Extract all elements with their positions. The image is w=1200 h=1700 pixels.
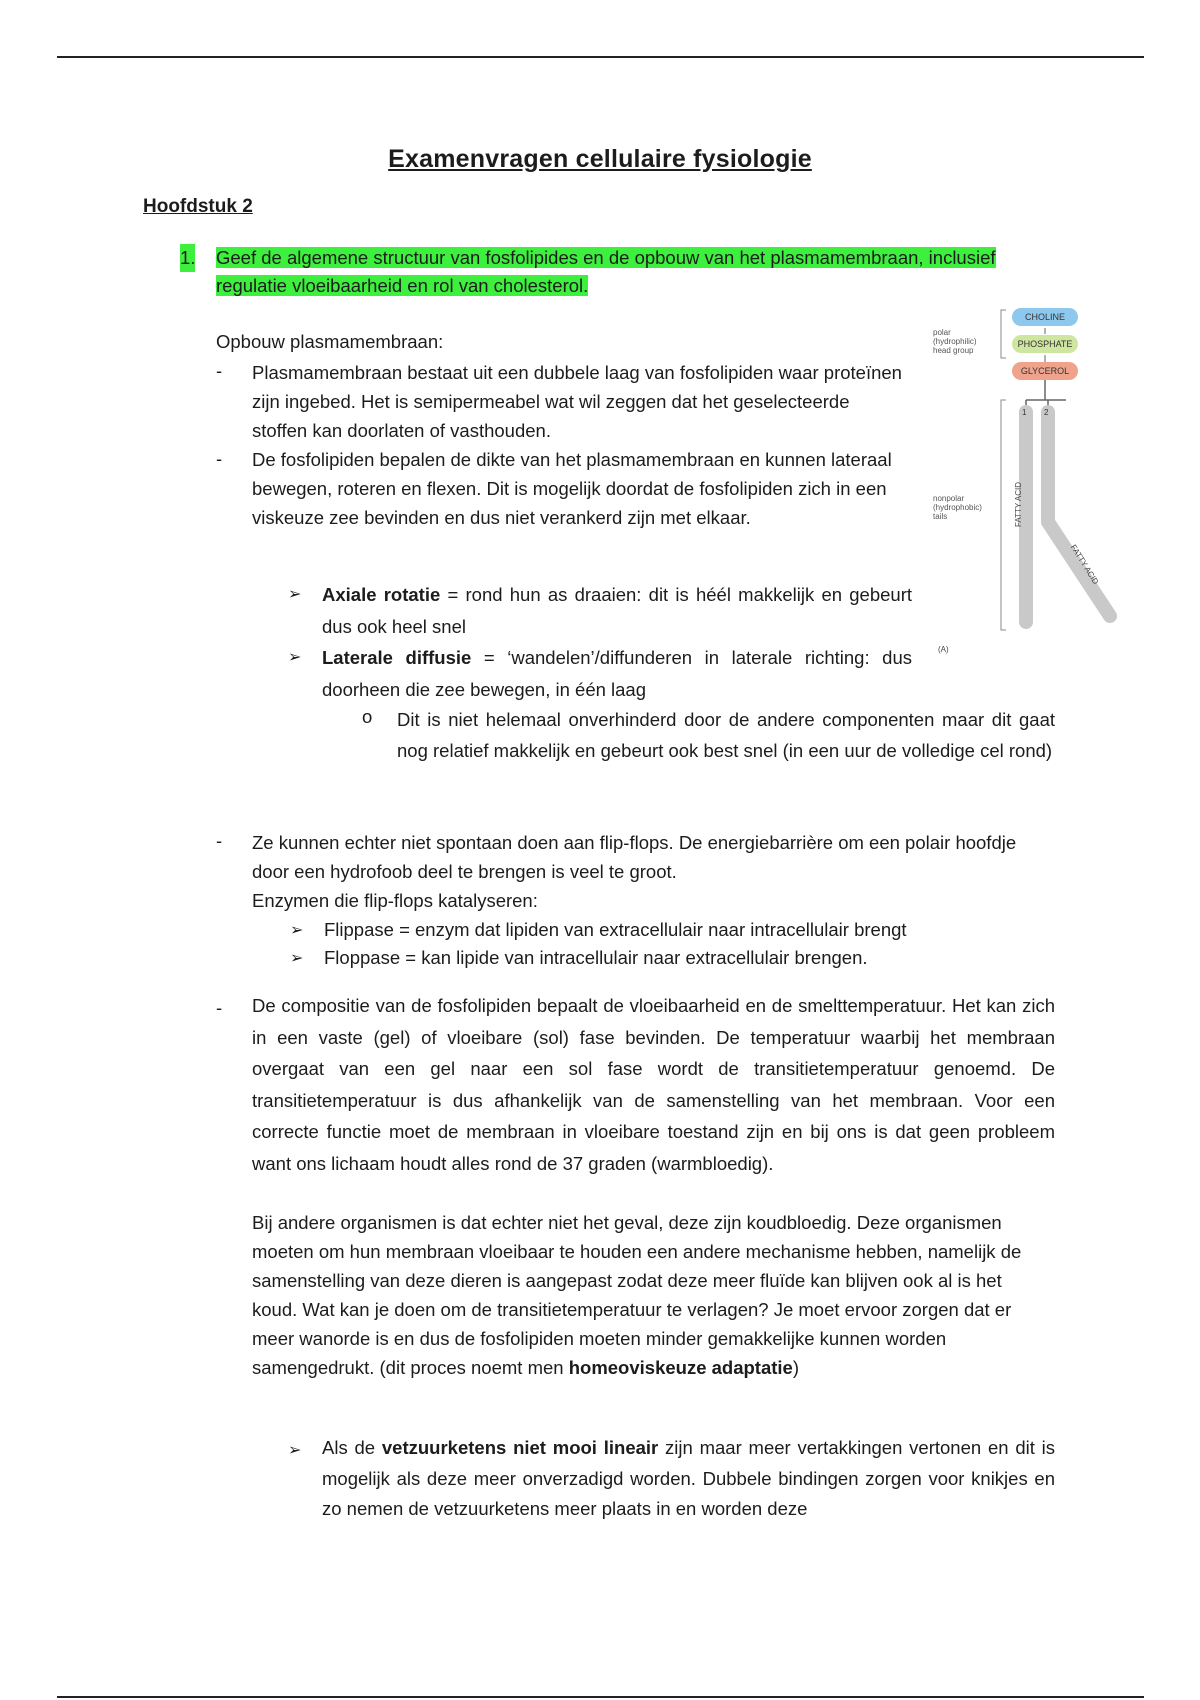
axial-rotation-term: Axiale rotatie <box>322 584 441 605</box>
chapter-heading: Hoofdstuk 2 <box>143 196 253 217</box>
arrow-bullet: ➢ <box>288 649 302 666</box>
lateral-diffusion-term: Laterale diffusie <box>322 647 472 668</box>
choline-group: CHOLINE <box>1012 308 1078 326</box>
arrow-bullet: ➢ <box>290 922 304 939</box>
header-rule <box>57 56 1144 58</box>
circle-bullet: o <box>362 706 373 727</box>
paragraph-3: Ze kunnen echter niet spontaan doen aan flip-flops. De energiebarrière om een polair hoofdje door een hydrofoob deel te brengen is veel te groot. <box>252 832 1017 882</box>
sub-point: Dit is niet helemaal onverhinderd door de andere componenten maar dit gaat nog relatief makkelijk en gebeurt ook best snel (in een uur de volledige cel rond) <box>397 709 1055 761</box>
paragraph-1: Plasmamembraan bestaat uit een dubbele laag van fosfolipiden waar proteïnen zijn ingebed. Het is semipermeabel wat wil zeggen dat het geselecteerde stoffen kan doorlaten of vasthouden. <box>252 362 902 441</box>
bullet-dash: - <box>216 360 223 381</box>
question-text: Geef de algemene structuur van fosfolipides en de opbouw van het plasmamembraan, inclusief regulatie vloeibaarheid en rol van cholesterol. <box>216 247 996 296</box>
section-heading: Opbouw plasmamembraan: <box>216 331 444 352</box>
question-number: 1. <box>180 244 195 272</box>
axial-rotation-def: = rond hun as draaien: dit is héél makkelijk en gebeurt dus ook heel snel <box>322 584 912 637</box>
fatty-acid-pre: Als de <box>322 1437 382 1458</box>
phospholipid-diagram <box>928 300 1128 660</box>
bullet-dash: - <box>216 830 223 851</box>
paragraph-5-text: Bij andere organismen is dat echter niet het geval, deze zijn koudbloedig. Deze organismen moeten om hun membraan vloeibaar te houden een andere mechanisme hebben, namelijk de samenstelling van deze dieren is aangepast zodat deze meer fluïde kan blijven ook al is het koud. Wat kan je doen om de transitietemperatuur te verlagen? Je moet ervoor zorgen dat er meer wanorde is en dus de fosfolipiden moeten minder gemakkelijke kunnen worden samengedrukt. (dit proces noemt men <box>252 1212 1022 1378</box>
polar-head-label: polar (hydrophilic) head group <box>933 328 977 355</box>
fatty-acid-label-1: FATTY ACID <box>1014 481 1024 528</box>
panel-label: (A) <box>938 645 949 654</box>
lateral-diffusion-def: = ‘wandelen’/diffunderen in laterale richting: dus doorheen die zee bewegen, in één laag <box>322 647 912 700</box>
fatty-acid-rest: zijn maar meer vertakkingen vertonen en dit is mogelijk als deze meer onverzadigd worden. Dubbele bindingen zorgen voor knikjes en zo nemen de vetzuurketens meer plaats in en worden deze <box>322 1437 1056 1519</box>
homeoviscous-term: homeoviskeuze adaptatie <box>568 1357 793 1378</box>
fatty-acid-label-2: FATTY ACID <box>1068 543 1101 586</box>
paragraph-5-end: ) <box>792 1357 800 1378</box>
tail-number-1: 1 <box>1022 408 1027 417</box>
bullet-dash: - <box>216 448 223 469</box>
paragraph-5 <box>252 1208 1052 1382</box>
paragraph-4: De compositie van de fosfolipiden bepaalt de vloeibaarheid en de smelttemperatuur. Het kan zich in een vaste (gel) of vloeibare (sol) fase bevinden. De temperatuur waarbij het membraan overgaat van een gel naar een sol fase wordt de transitietemperatuur genoemd. De transitietemperatuur is dus afhankelijk van de samenstelling van het membraan. Voor een correcte functie moet de membraan in vloeibare toestand zijn en bij ons is dat geen probleem want ons lichaam houdt alles rond de 37 graden (warmbloedig). <box>252 995 1055 1174</box>
tail-number-2: 2 <box>1044 408 1049 417</box>
bullet-dash: - <box>216 997 223 1018</box>
axial-rotation-item <box>322 579 912 643</box>
fatty-acid-item <box>322 1433 1055 1525</box>
phosphate-group: PHOSPHATE <box>1012 335 1078 353</box>
question-1 <box>180 244 1000 300</box>
flippase-item: Flippase = enzym dat lipiden van extracellulair naar intracellulair brengt <box>324 919 907 940</box>
page-title: Examenvragen cellulaire fysiologie <box>388 145 812 173</box>
fatty-acid-term: vetzuurketens niet mooi lineair <box>381 1437 659 1458</box>
glycerol-group: GLYCEROL <box>1012 362 1078 380</box>
fatty-acid-tail-2 <box>1048 412 1110 616</box>
arrow-bullet: ➢ <box>288 1442 302 1459</box>
phospholipid-drawing <box>928 300 1128 660</box>
nonpolar-tail-label: nonpolar (hydrophobic) tails <box>933 494 982 521</box>
lateral-diffusion-item <box>322 642 912 706</box>
paragraph-2: De fosfolipiden bepalen de dikte van het plasmamembraan en kunnen lateraal bewegen, roteren en flexen. Dit is mogelijk doordat de fosfolipiden zich in een viskeuze zee bevinden en dus niet verankerd zijn met elkaar. <box>252 449 892 528</box>
floppase-item: Floppase = kan lipide van intracellulair naar extracellulair brengen. <box>324 947 868 968</box>
arrow-bullet: ➢ <box>288 586 302 603</box>
footer-rule <box>57 1696 1144 1698</box>
arrow-bullet: ➢ <box>290 950 304 967</box>
paragraph-3b: Enzymen die flip-flops katalyseren: <box>252 890 538 911</box>
